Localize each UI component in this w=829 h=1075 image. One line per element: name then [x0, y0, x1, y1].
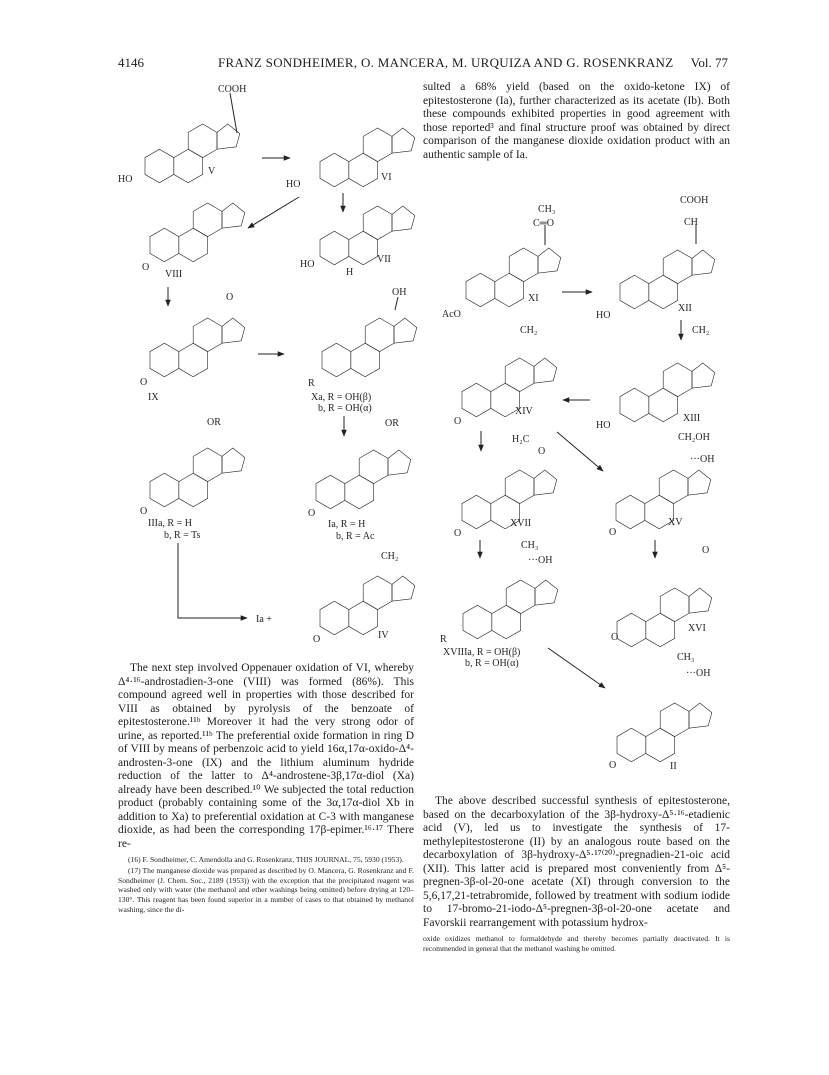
label-V-cooh: COOH — [218, 84, 247, 95]
compound-II — [609, 652, 712, 772]
label-VII: VII — [377, 254, 391, 265]
compound-VI — [286, 128, 415, 190]
arrow-VI-VIII — [248, 197, 299, 228]
label-XI-aco: AcO — [442, 309, 461, 320]
label-II-oh: ···OH — [686, 668, 711, 679]
footnotes-right — [423, 934, 730, 954]
compound-I — [308, 418, 411, 542]
compound-XVII — [454, 434, 557, 539]
label-V-ho: HO — [118, 174, 133, 185]
label-XI: XI — [528, 293, 539, 304]
label-XI-ch3: CH₃ — [538, 204, 556, 215]
label-IX-o: O — [140, 377, 148, 388]
label-X-oh: OH — [392, 287, 407, 298]
label-VIII: VIII — [165, 269, 183, 280]
author-line: FRANZ SONDHEIMER, O. MANCERA, M. URQUIZA AND G. ROSENKRANZ — [218, 55, 674, 70]
compound-XVI — [611, 545, 712, 647]
label-XV: XV — [668, 517, 683, 528]
label-XII-ch: CH — [684, 217, 698, 228]
right-top-text — [423, 81, 730, 162]
label-XVIIIa: XVIIIa, R = OH(β) — [443, 647, 521, 658]
label-XV-oh: ···OH — [690, 454, 715, 465]
label-VI: VI — [381, 172, 392, 183]
label-XIII: XIII — [683, 413, 701, 424]
compound-V — [118, 84, 246, 185]
label-I-or: OR — [385, 418, 399, 429]
label-IV-ch2: CH₂ — [381, 551, 399, 562]
compound-IV — [313, 551, 415, 645]
label-XIV-ch2: CH₂ — [520, 325, 538, 336]
label-XVIII-ch3: CH₃ — [521, 540, 539, 551]
label-II-o: O — [609, 760, 617, 771]
compound-VIII — [142, 203, 245, 280]
compound-XV — [609, 432, 714, 538]
page-number: 4146 — [118, 55, 144, 70]
label-XII-ho: HO — [596, 310, 611, 321]
label-III-or: OR — [207, 417, 221, 428]
label-VIII-o: O — [142, 262, 150, 273]
compound-III — [140, 417, 245, 541]
label-Ia: Ia, R = H — [328, 519, 366, 530]
label-XVI: XVI — [688, 623, 706, 634]
label-Xb: b, R = OH(α) — [318, 403, 372, 414]
label-IIIa: IIIa, R = H — [148, 518, 192, 529]
paragraph-methylepitestosterone: The above described successful synthesis of epitestosterone, based on the decarboxylation of the 3β-hydroxy-Δ⁵·¹⁶-etadienic acid (V), led us to investigate the synthesis of 17-methylepitestosterone (II) by an analogous route based on the decarboxylation of 3β-hydroxy-Δ⁵·¹⁷⁽²⁰⁾-pregnadien-21-oic acid (XII). This latter acid is prepared most conveniently from Δ⁵-pregnen-3β-ol-20-one acetate (XI) through conversion to the 5,6,17,21-tetrabromide, followed by treatment with sodium iodide to 17-bromo-21-iodo-Δ⁵-pregnen-3β-ol-20-one acetate and Favorskii rearrangement with potassium hydrox- — [423, 795, 730, 929]
paragraph-oppenauer: The next step involved Oppenauer oxidation of VI, whereby Δ⁴·¹⁶-androstadien-3-one (VIII) was formed (86%). This compound agreed well in properties with those described for VIII as obtained by pyrolysis of the benzoate of epitestosterone.¹¹ᵇ Moreover it had the very strong odor of urine, as reported.¹¹ᵇ The preferential oxide formation in ring D of VIII by means of perbenzoic acid to yield 16α,17α-oxido-Δ⁴-androsten-3-one (IX) and the lithium aluminum hydride reduction of the latter to Δ⁴-androstene-3β,17α-diol (Xa) already have been described.¹⁰ We subjected the total reduction product (probably containing some of the 3α,17α-diol Xb in addition to Xa) to preferential oxidation at C-3 with manganese dioxide, as had been the corresponding 17β-epimer.¹⁶·¹⁷ There re- — [118, 662, 414, 850]
label-XVI-o-top: O — [702, 545, 710, 556]
label-XI-co: C═O — [533, 218, 554, 229]
label-I-o: O — [308, 508, 316, 519]
label-XVII-o-ring: O — [538, 446, 546, 457]
volume-label: Vol. 77 — [690, 55, 728, 70]
arrow-XVIII-II — [548, 648, 605, 688]
compound-VII — [300, 206, 415, 278]
label-XII-cooh: COOH — [680, 195, 709, 206]
compound-IX — [140, 292, 245, 403]
label-XVII-o: O — [454, 528, 462, 539]
label-Ib: b, R = Ac — [336, 531, 375, 542]
right-column-text — [423, 795, 730, 955]
label-II-ch3: CH₃ — [677, 652, 695, 663]
label-XVI-o: O — [611, 632, 619, 643]
label-XVIIIb: b, R = OH(α) — [465, 658, 519, 669]
label-IV: IV — [378, 630, 389, 641]
label-product-text: Ia + — [256, 614, 272, 625]
label-XIV-o: O — [454, 416, 462, 427]
label-IIIb: b, R = Ts — [164, 530, 201, 541]
label-III-o: O — [140, 506, 148, 517]
label-IX: IX — [148, 392, 159, 403]
footnote-17-continued: oxide oxidizes methanol to formaldehyde and thereby becomes partially deactivated. It is recommended in general that the methanol washing be omitted. — [423, 934, 730, 953]
label-XV-o: O — [609, 527, 617, 538]
label-IV-o: O — [313, 634, 321, 645]
compound-XIII — [596, 325, 715, 431]
compound-X — [308, 287, 417, 414]
label-XVIII-r: R — [440, 634, 447, 645]
label-VI-ho: HO — [286, 179, 301, 190]
footnotes-left — [118, 855, 414, 915]
left-column-text — [118, 662, 414, 916]
arrow-XIV-XV — [557, 432, 603, 471]
label-XV-ch2oh: CH₂OH — [678, 432, 710, 443]
compound-XII — [596, 195, 715, 321]
label-IX-epoxide: O — [226, 292, 234, 303]
footnote-16: (16) F. Sondheimer, C. Amendolla and G. Rosenkranz, THIS JOURNAL, 75, 5930 (1953). — [128, 855, 404, 864]
label-VII-h: H — [346, 267, 354, 278]
arrow-III-products — [178, 543, 247, 618]
label-V: V — [208, 166, 216, 177]
label-XVIII-oh: ···OH — [528, 555, 553, 566]
label-XIV: XIV — [515, 406, 533, 417]
label-XVII: XVII — [510, 518, 532, 529]
compound-XIV — [454, 325, 557, 427]
paragraph-continued: sulted a 68% yield (based on the oxido-ketone IX) of epitestosterone (Ia), further characterized as its acetate (Ib). Both these compounds exhibited properties in good agreement with those reported³ and final structure proof was obtained by direct comparison of the manganese dioxide oxidation product with an authentic sample of Ia. — [423, 81, 730, 161]
footnote-17: (17) The manganese dioxide was prepared as described by O. Mancera, G. Rosenkranz and F. Sondheimer (J. Chem. Soc., 2189 (1953)) with the exception that the precipitated reagent was washed only with water (the methanol and ether washings being omitted) before drying at 120–130°. This reagent has been found superior in a number of cases to that obtained by methanol washing, since the di- — [118, 865, 414, 914]
label-XVII-h2c: H₂C — [512, 434, 530, 445]
compound-XVIII — [440, 540, 558, 669]
label-Xa: Xa, R = OH(β) — [311, 392, 372, 403]
label-II: II — [670, 761, 677, 772]
label-XIII-ho: HO — [596, 420, 611, 431]
label-X-r: R — [308, 378, 315, 389]
compound-XI — [442, 204, 561, 320]
label-XII: XII — [678, 303, 692, 314]
label-VII-ho: HO — [300, 259, 315, 270]
label-XIII-ch2: CH₂ — [692, 325, 710, 336]
